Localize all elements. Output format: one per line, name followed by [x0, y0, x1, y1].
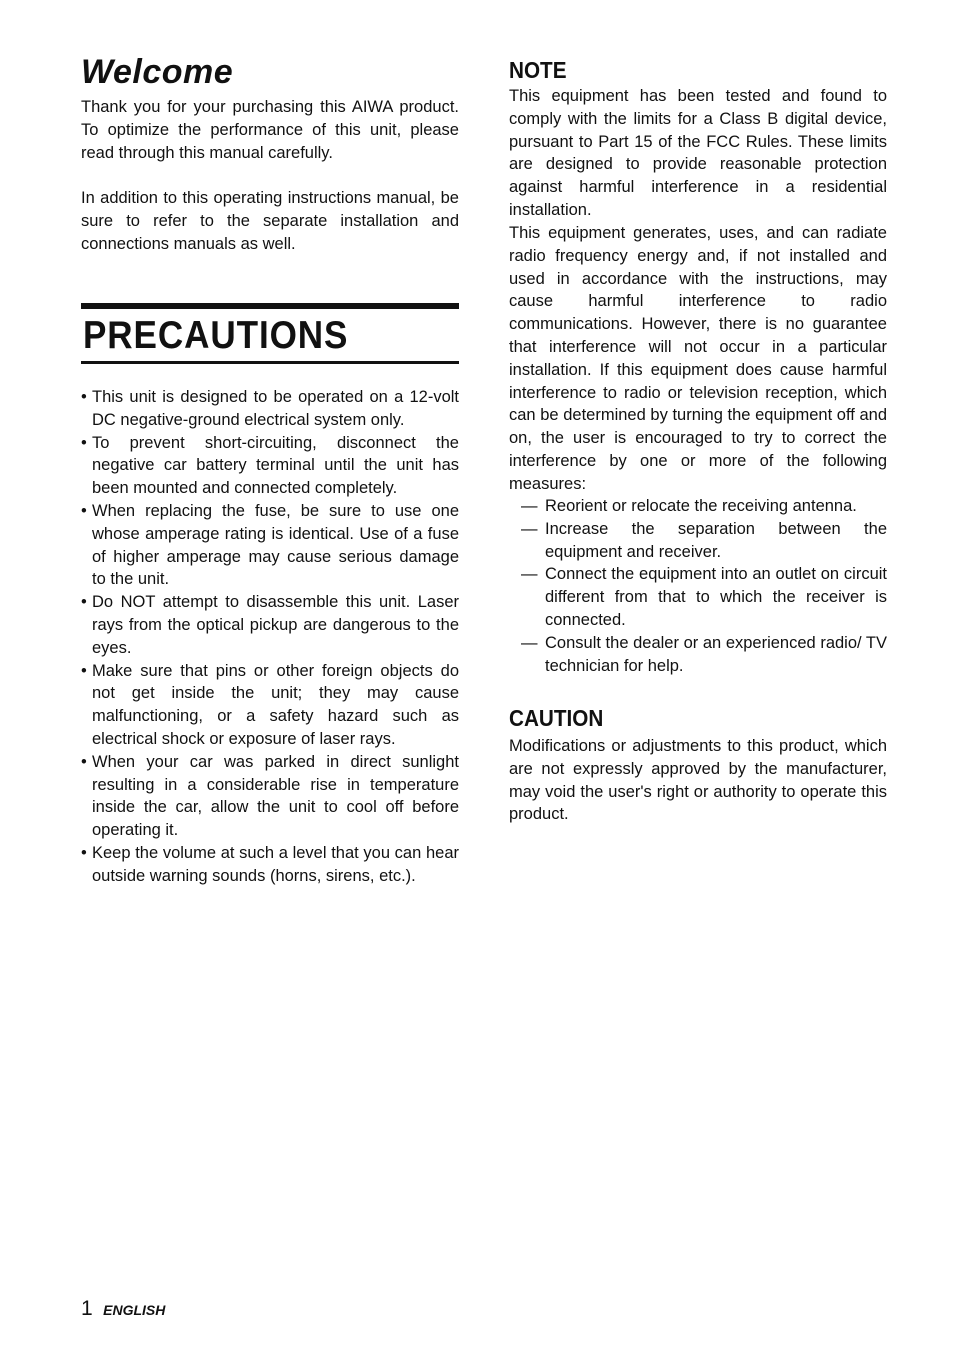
welcome-heading: Welcome: [81, 53, 234, 91]
note-paragraph: This equipment generates, uses, and can radiate radio frequency energy and, if not installed and used in accordance with the instructions, may cause harmful interference to radio communications. However, there is no guarantee that interference will not occur in a particular installation. If this equipment does cause harmful interference to radio or television reception, which can be determined by turning the equipment off and on, the user is encouraged to try to correct the interference by one or more of the following measures:: [509, 224, 887, 493]
precautions-list: [81, 386, 459, 888]
precautions-bottom-rule: [81, 361, 459, 364]
precaution-item: • To prevent short-circuiting, disconnect the negative car battery terminal until the unit has been mounted and connected completely.: [81, 432, 459, 500]
welcome-paragraph: In addition to this operating instructions manual, be sure to refer to the separate installation and connections manuals as well.: [81, 189, 459, 253]
precautions-heading: PRECAUTIONS: [83, 314, 349, 357]
measure-item: — Consult the dealer or an experienced radio/ TV technician for help.: [521, 632, 887, 678]
caution-heading: CAUTION: [509, 705, 604, 731]
measure-item: — Connect the equipment into an outlet on circuit different from that to which the receiver is connected.: [521, 563, 887, 631]
precaution-item: • This unit is designed to be operated on a 12-volt DC negative-ground electrical system only.: [81, 386, 459, 432]
welcome-paragraph: Thank you for your purchasing this AIWA product. To optimize the performance of this unit, please read through this manual carefully.: [81, 98, 459, 162]
page-number: 1: [81, 1297, 93, 1320]
measure-item: — Reorient or relocate the receiving antenna.: [521, 495, 887, 518]
precautions-top-rule: [81, 303, 459, 309]
precaution-item: • Make sure that pins or other foreign objects do not get inside the unit; they may cause malfunctioning, or a safety hazard such as electrical shock or exposure of laser rays.: [81, 660, 459, 751]
precaution-item: • Keep the volume at such a level that you can hear outside warning sounds (horns, sirens, etc.).: [81, 842, 459, 888]
page-footer: [81, 1296, 165, 1322]
precaution-item: • When replacing the fuse, be sure to use one whose amperage rating is identical. Use of a fuse of higher amperage may cause serious damage to the unit.: [81, 500, 459, 591]
note-heading: NOTE: [509, 57, 567, 83]
precaution-item: • When your car was parked in direct sunlight resulting in a considerable rise in temperature inside the car, allow the unit to cool off before operating it.: [81, 751, 459, 842]
caution-paragraph: Modifications or adjustments to this product, which are not expressly approved by the manufacturer, may void the user's right or authority to operate this product.: [509, 737, 887, 824]
measures-list: [521, 495, 887, 677]
note-paragraph: This equipment has been tested and found to comply with the limits for a Class B digital device, pursuant to Part 15 of the FCC Rules. These limits are designed to provide reasonable protection against harmful interference in a residential installation.: [509, 87, 887, 219]
language-label: ENGLISH: [103, 1302, 166, 1318]
precaution-item: • Do NOT attempt to disassemble this unit. Laser rays from the optical pickup are dangerous to the eyes.: [81, 591, 459, 659]
measure-item: — Increase the separation between the equipment and receiver.: [521, 518, 887, 564]
